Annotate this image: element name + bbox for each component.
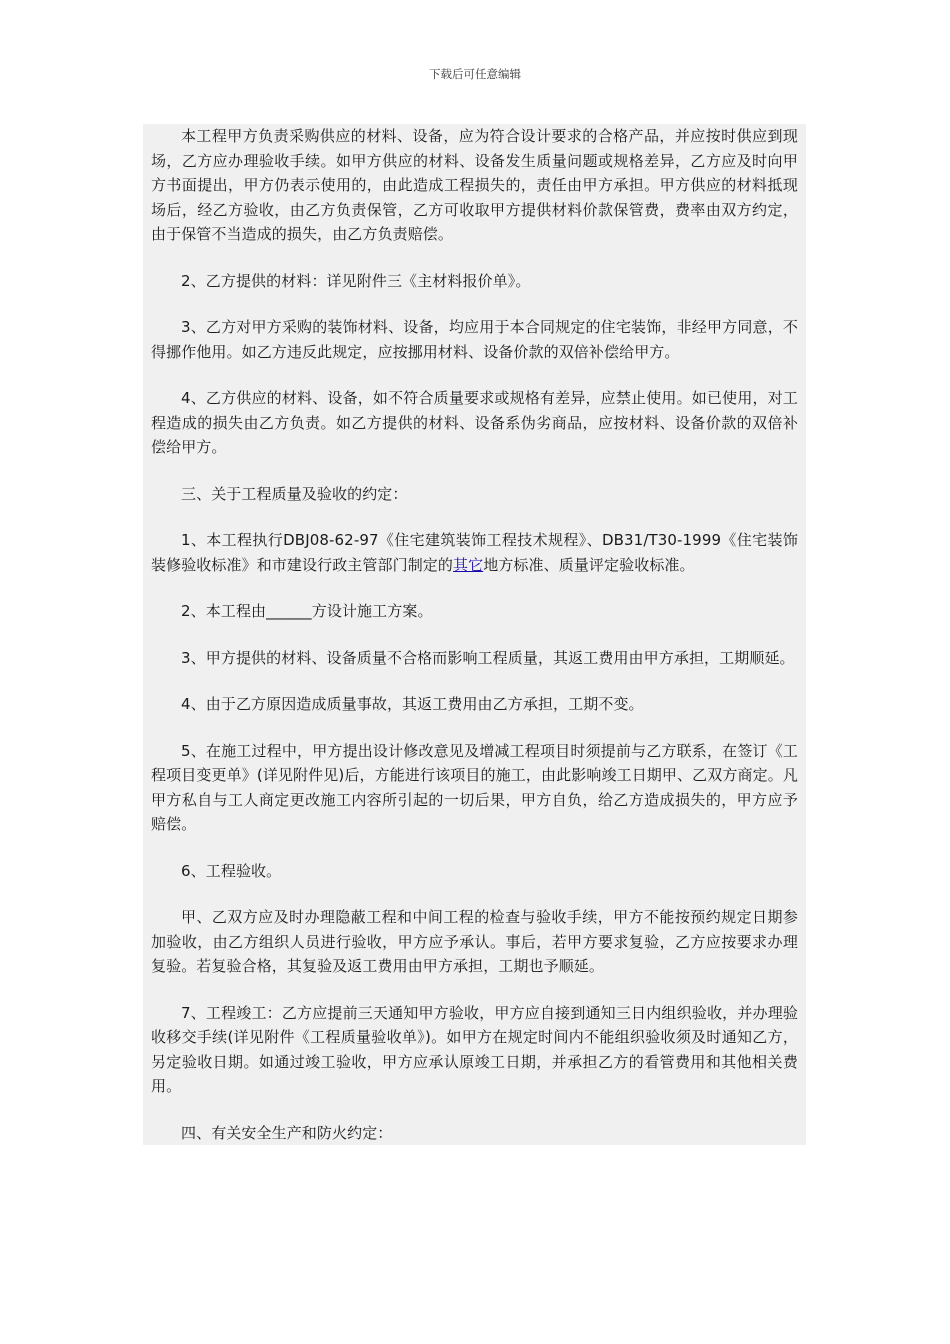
paragraph-contractor-accident: 4、由于乙方原因造成质量事故，其返工费用由乙方承担，工期不变。 [181,695,644,713]
paragraph-design-plan: 2、本工程由______方设计施工方案。 [181,602,433,620]
paragraph-material-supply: 本工程甲方负责采购供应的材料、设备，应为符合设计要求的合格产品，并应按时供应到现场，乙方应办理验收手续。如甲方供应的材料、设备发生质量问题或规格差异，乙方应及时向甲方书面提出，甲方仍表示使用的，由此造成工程损失的，责任由甲方承担。甲方供应的材料抵现场后，经乙方验收，由乙方负责保管，乙方可收取甲方提供材料价款保管费，费率由双方约定，由于保管不当造成的损失，由乙方负责赔偿。 [151,127,798,243]
paragraph-contractor-materials: 2、乙方提供的材料：详见附件三《主材料报价单》。 [181,271,531,290]
paragraph-inspection: 甲、乙双方应及时办理隐蔽工程和中间工程的检查与验收手续，甲方不能按预约规定日期参加验收，由乙方组织人员进行验收，甲方应予承认。事后，若甲方要求复验，乙方应按要求办理复验。若复验合格，其复验及返工费用由甲方承担，工期也予顺延。 [151,908,798,975]
paragraph-standards-text: 1、本工程执行DBJ08-62-97《住宅建筑装饰工程技术规程》、DB31/T30-1999《住宅装饰装修验收标准》和市建设行政主管部门制定的 [151,531,798,574]
document-body [143,124,806,1145]
other-standards-link[interactable]: 其它 [453,555,484,574]
paragraph-standards [151,528,798,577]
paragraph-design-change: 5、在施工过程中，甲方提出设计修改意见及增减工程项目时须提前与乙方联系，在签订《工程项目变更单》(详见附件见)后，方能进行该项目的施工，由此影响竣工日期甲、乙双方商定。凡甲方私自与工人商定更改施工内容所引起的一切后果，甲方自负，给乙方造成损失的，甲方应予赔偿。 [151,741,798,833]
paragraph-material-usage: 3、乙方对甲方采购的装饰材料、设备，均应用于本合同规定的住宅装饰，非经甲方同意，不得挪作他用。如乙方违反此规定，应按挪用材料、设备价款的双倍补偿给甲方。 [151,318,798,361]
section-heading-safety: 四、有关安全生产和防火约定： [181,1123,393,1142]
paragraph-standards-tail: 地方标准、质量评定验收标准。 [483,555,695,574]
page-header: 下载后可任意编辑 [429,67,521,81]
paragraph-acceptance-heading: 6、工程验收。 [181,861,282,880]
paragraph-completion: 7、工程竣工：乙方应提前三天通知甲方验收，甲方应自接到通知三日内组织验收，并办理验收移交手续(详见附件《工程质量验收单》)。如甲方在规定时间内不能组织验收须及时通知乙方，另定验收日期。如通过竣工验收，甲方应承认原竣工日期，并承担乙方的看管费用和其他相关费用。 [151,1003,798,1095]
section-heading-quality: 三、关于工程质量及验收的约定： [181,484,408,503]
paragraph-owner-material-defect: 3、甲方提供的材料、设备质量不合格而影响工程质量，其返工费用由甲方承担，工期顺延。 [181,648,795,667]
paragraph-quality-noncompliance: 4、乙方供应的材料、设备，如不符合质量要求或规格有差异，应禁止使用。如已使用，对工程造成的损失由乙方负责。如乙方提供的材料、设备系伪劣商品，应按材料、设备价款的双倍补偿给甲方。 [151,389,798,456]
